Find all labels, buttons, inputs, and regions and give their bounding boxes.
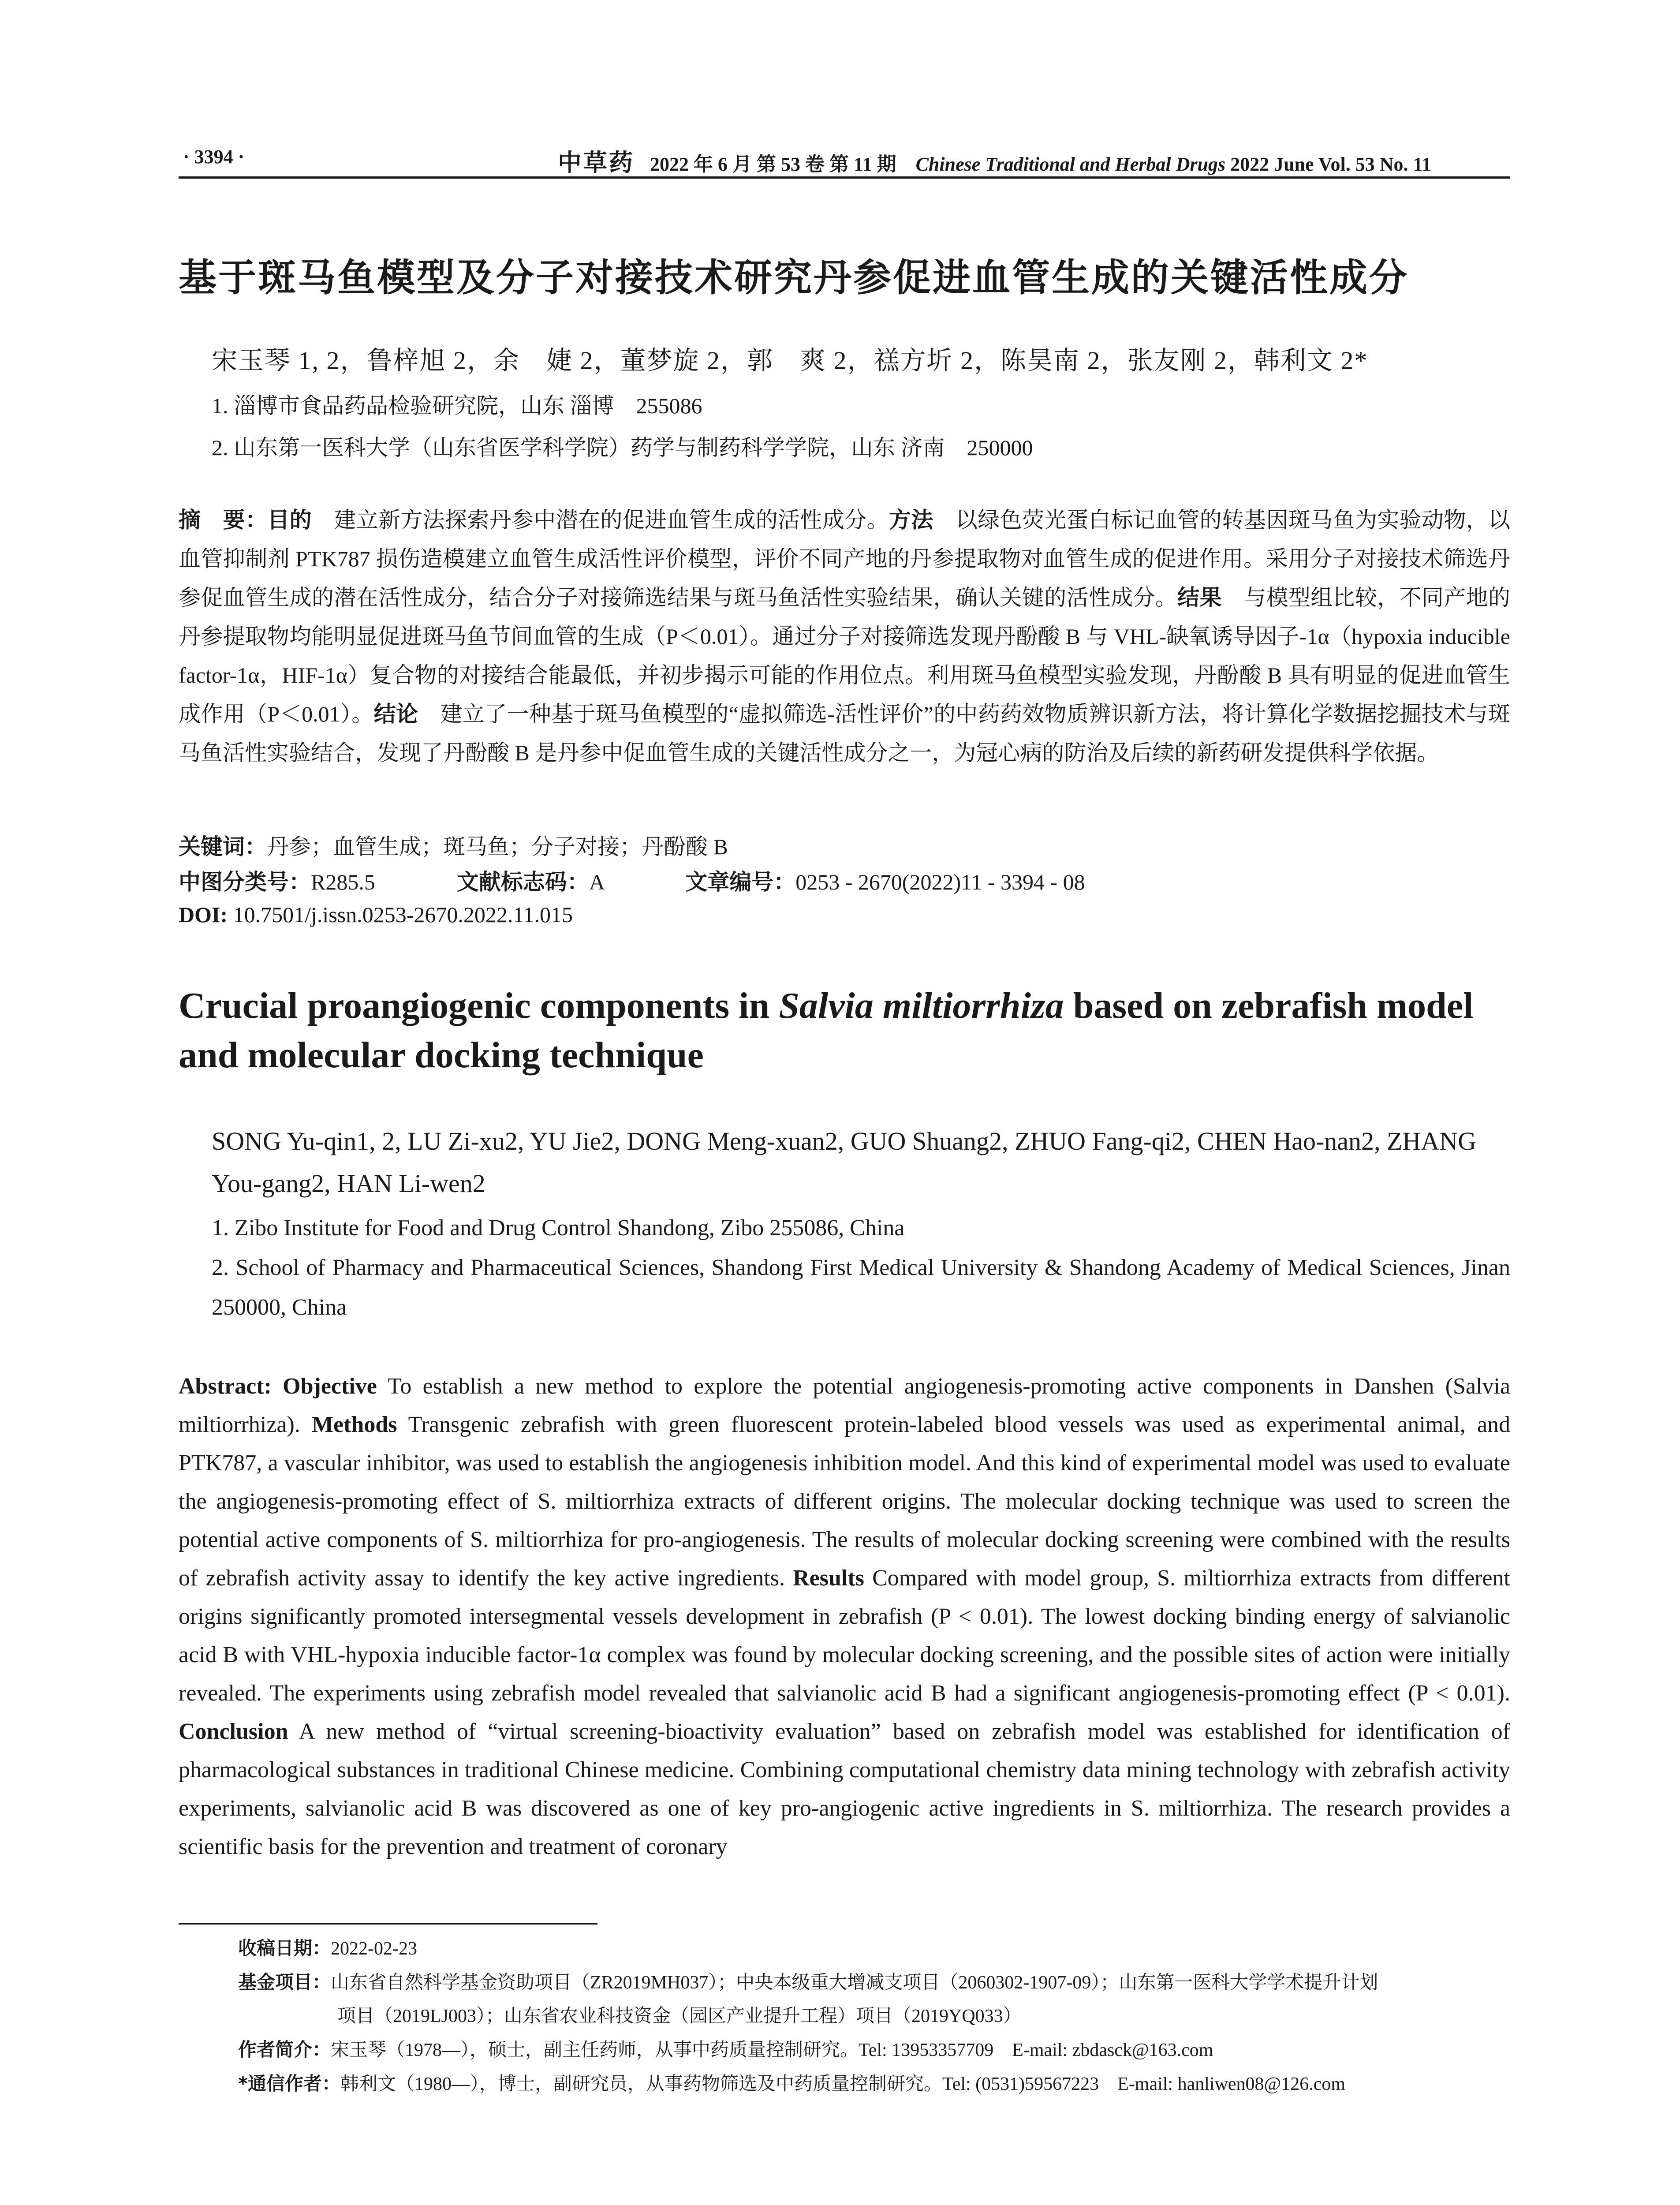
fund-projects xyxy=(238,1966,1510,1999)
cn-title: 基于斑马鱼模型及分子对接技术研究丹参促进血管生成的关键活性成分 xyxy=(179,256,1409,300)
cn-abstract xyxy=(179,501,1510,772)
en-objective-label: Objective xyxy=(283,1374,377,1399)
en-title-species: Salvia miltiorrhiza xyxy=(779,985,1064,1026)
cn-affiliation-1: 1. 淄博市食品药品检验研究院，山东 淄博 255086 xyxy=(212,393,702,418)
en-affiliation-1: 1. Zibo Institute for Food and Drug Control Shandong, Zibo 255086, China xyxy=(212,1215,905,1241)
article-no-value: 0253 - 2670(2022)11 - 3394 - 08 xyxy=(795,870,1085,894)
header-rule xyxy=(179,176,1510,179)
received-date xyxy=(238,1932,1510,1966)
clc-label: 中图分类号： xyxy=(179,869,311,895)
en-results-text: Compared with model group, S. miltiorrhiza extracts from different origins significantly promoted intersegmental vessels development in zebrafish (P < 0.01). The lowest docking binding energy of salvianolic acid B with VHL-hypoxia inducible factor-1α complex was found by molecular docking screening, and the possible sites of action were initially revealed. The experiments using zebrafish model revealed that salvianolic acid B had a significant angiogenesis-promoting effect (P < 0.01). xyxy=(179,1566,1511,1706)
doc-code-value: A xyxy=(589,870,604,894)
cn-conclusion-label: 结论 xyxy=(373,701,418,727)
journal-en-date: 2022 June Vol. 53 No. 11 xyxy=(1230,153,1432,175)
received-label: 收稿日期： xyxy=(238,1937,331,1959)
en-authors: SONG Yu-qin1, 2, LU Zi-xu2, YU Jie2, DONG Meng-xuan2, GUO Shuang2, ZHUO Fang-qi2, CHEN Hao-nan2, ZHANG You-gang2, HAN Li-wen2 xyxy=(212,1127,1476,1198)
cn-objective-text: 建立新方法探索丹参中潜在的促进血管生成的活性成分。 xyxy=(312,508,889,532)
author-bio-text: 宋玉琴（1978—），硕士，副主任药师，从事中药质量控制研究。Tel: 13953357709 E-mail: zbdasck@163.com xyxy=(331,2040,1213,2060)
fund-projects-cont xyxy=(238,1999,1510,2033)
journal-en-name: Chinese Traditional and Herbal Drugs xyxy=(915,153,1226,175)
fund-line-1: 山东省自然科学基金资助项目（ZR2019MH037）；中央本级重大增减支项目（2060302-1907-09）；山东第一医科大学学术提升计划 xyxy=(331,1973,1378,1993)
author-bio-label: 作者简介： xyxy=(238,2039,331,2060)
cn-keywords xyxy=(179,829,728,861)
corresponding-label: *通信作者： xyxy=(238,2073,340,2094)
cn-classification xyxy=(179,864,1085,896)
cn-affiliation-2: 2. 山东第一医科大学（山东省医学科学院）药学与制药科学学院，山东 济南 250000 xyxy=(212,435,1033,460)
cn-methods-text: 以绿色荧光蛋白标记血管的转基因斑马鱼为实验动物，以血管抑制剂 PTK787 损伤造模建立血管生成活性评价模型，评价不同产地的丹参提取物对血管生成的促进作用。采用分子对接技术筛选丹参促血管生成的潜在活性成分，结合分子对接筛选结果与斑马鱼活性实验结果，确认关键的活性成分。 xyxy=(179,508,1511,610)
en-affiliation-2: 2. School of Pharmacy and Pharmaceutical Sciences, Shandong First Medical University & Shandong Academy of Medical Sciences, Jinan 250000, China xyxy=(212,1255,1510,1320)
en-title-part1: Crucial proangiogenic components in xyxy=(179,985,779,1026)
cn-authors: 宋玉琴 1, 2，鲁梓旭 2，余 婕 2，董梦旋 2，郭 爽 2，禚方圻 2，陈昊南 2，张友刚 2，韩利文 2* xyxy=(212,346,1368,375)
fund-line-2: 项目（2019LJ003）；山东省农业科技资金（园区产业提升工程）项目（2019YQ033） xyxy=(337,2006,1022,2026)
cn-results-text: 与模型组比较，不同产地的丹参提取物均能明显促进斑马鱼节间血管的生成（P＜0.01）。通过分子对接筛选发现丹酚酸 B 与 VHL-缺氧诱导因子-1α（hypoxia inducible factor-1α，HIF-1α）复合物的对接结合能最低，并初步揭示可能的作用位点。利用斑马鱼模型实验发现，丹酚酸 B 具有明显的促进血管生成作用（P＜0.01）。 xyxy=(179,585,1511,726)
doc-code-label: 文献标志码： xyxy=(456,869,589,895)
footnote-rule xyxy=(179,1923,597,1925)
en-title xyxy=(179,981,1510,1080)
clc-value: R285.5 xyxy=(311,870,375,894)
running-header xyxy=(179,141,1510,176)
en-methods-text: Transgenic zebrafish with green fluorescent protein-labeled blood vessels was used as experimental animal, and PTK787, a vascular inhibitor, was used to establish the angiogenesis inhibition model. And this kind of experimental model was used to evaluate the angiogenesis-promoting effect of S. miltiorrhiza extracts of different origins. The molecular docking technique was used to screen the potential active components of S. miltiorrhiza for pro-angiogenesis. The results of molecular docking screening were combined with the results of zebrafish activity assay to identify the key active ingredients. xyxy=(179,1412,1511,1591)
cn-keywords-label: 关键词： xyxy=(179,834,267,860)
author-bio xyxy=(238,2033,1510,2067)
en-objective-text: To establish a new method to explore the potential angiogenesis-promoting active components in Danshen (Salvia miltiorrhiza). xyxy=(179,1374,1511,1437)
corresponding-text: 韩利文（1980—），博士，副研究员，从事药物筛选及中药质量控制研究。Tel: (0531)59567223 E-mail: hanliwen08@126.com xyxy=(340,2074,1346,2094)
doi-value: 10.7501/j.issn.0253-2670.2022.11.015 xyxy=(228,902,573,927)
journal-cn-date: 2022 年 6 月 第 53 卷 第 11 期 xyxy=(650,153,896,175)
cn-objective-label: 目的 xyxy=(267,507,312,533)
en-conclusion-text: A new method of “virtual screening-bioactivity evaluation” based on zebrafish model was established for identification of pharmacological substances in traditional Chinese medicine. Combining computational chemistry data mining technology with zebrafish activity experiments, salvianolic acid B was discovered as one of key pro-angiogenic active ingredients in S. miltiorrhiza. The research provides a scientific basis for the prevention and treatment of coronary xyxy=(179,1719,1510,1859)
cn-methods-label: 方法 xyxy=(889,507,933,533)
en-methods-label: Methods xyxy=(311,1412,397,1437)
doi-line xyxy=(179,902,573,927)
cn-results-label: 结果 xyxy=(1177,585,1222,610)
doi-label: DOI: xyxy=(179,902,228,927)
en-conclusion-label: Conclusion xyxy=(179,1719,288,1744)
fund-label: 基金项目： xyxy=(238,1971,331,1993)
journal-info xyxy=(558,144,1431,178)
cn-keywords-text: 丹参；血管生成；斑马鱼；分子对接；丹酚酸 B xyxy=(267,834,728,859)
en-results-label: Results xyxy=(793,1566,864,1591)
received-value: 2022-02-23 xyxy=(331,1939,417,1959)
footnotes xyxy=(238,1932,1510,2101)
page-number: · 3394 · xyxy=(183,146,245,168)
cn-conclusion-text: 建立了一种基于斑马鱼模型的“虚拟筛选-活性评价”的中药药效物质辨识新方法，将计算化学数据挖掘技术与斑马鱼活性实验结合，发现了丹酚酸 B 是丹参中促血管生成的关键活性成分之一，为冠心病的防治及后续的新药研发提供科学依据。 xyxy=(179,702,1511,765)
cn-abstract-label: 摘 要： xyxy=(179,507,268,533)
article-no-label: 文章编号： xyxy=(685,869,796,895)
journal-logo: 中草药 xyxy=(558,149,635,176)
en-abstract-label: Abstract: xyxy=(179,1374,272,1399)
corresponding-author xyxy=(238,2067,1510,2101)
en-title-part2: based on zebrafish model and molecular docking technique xyxy=(179,985,1474,1076)
en-abstract xyxy=(179,1367,1510,1866)
